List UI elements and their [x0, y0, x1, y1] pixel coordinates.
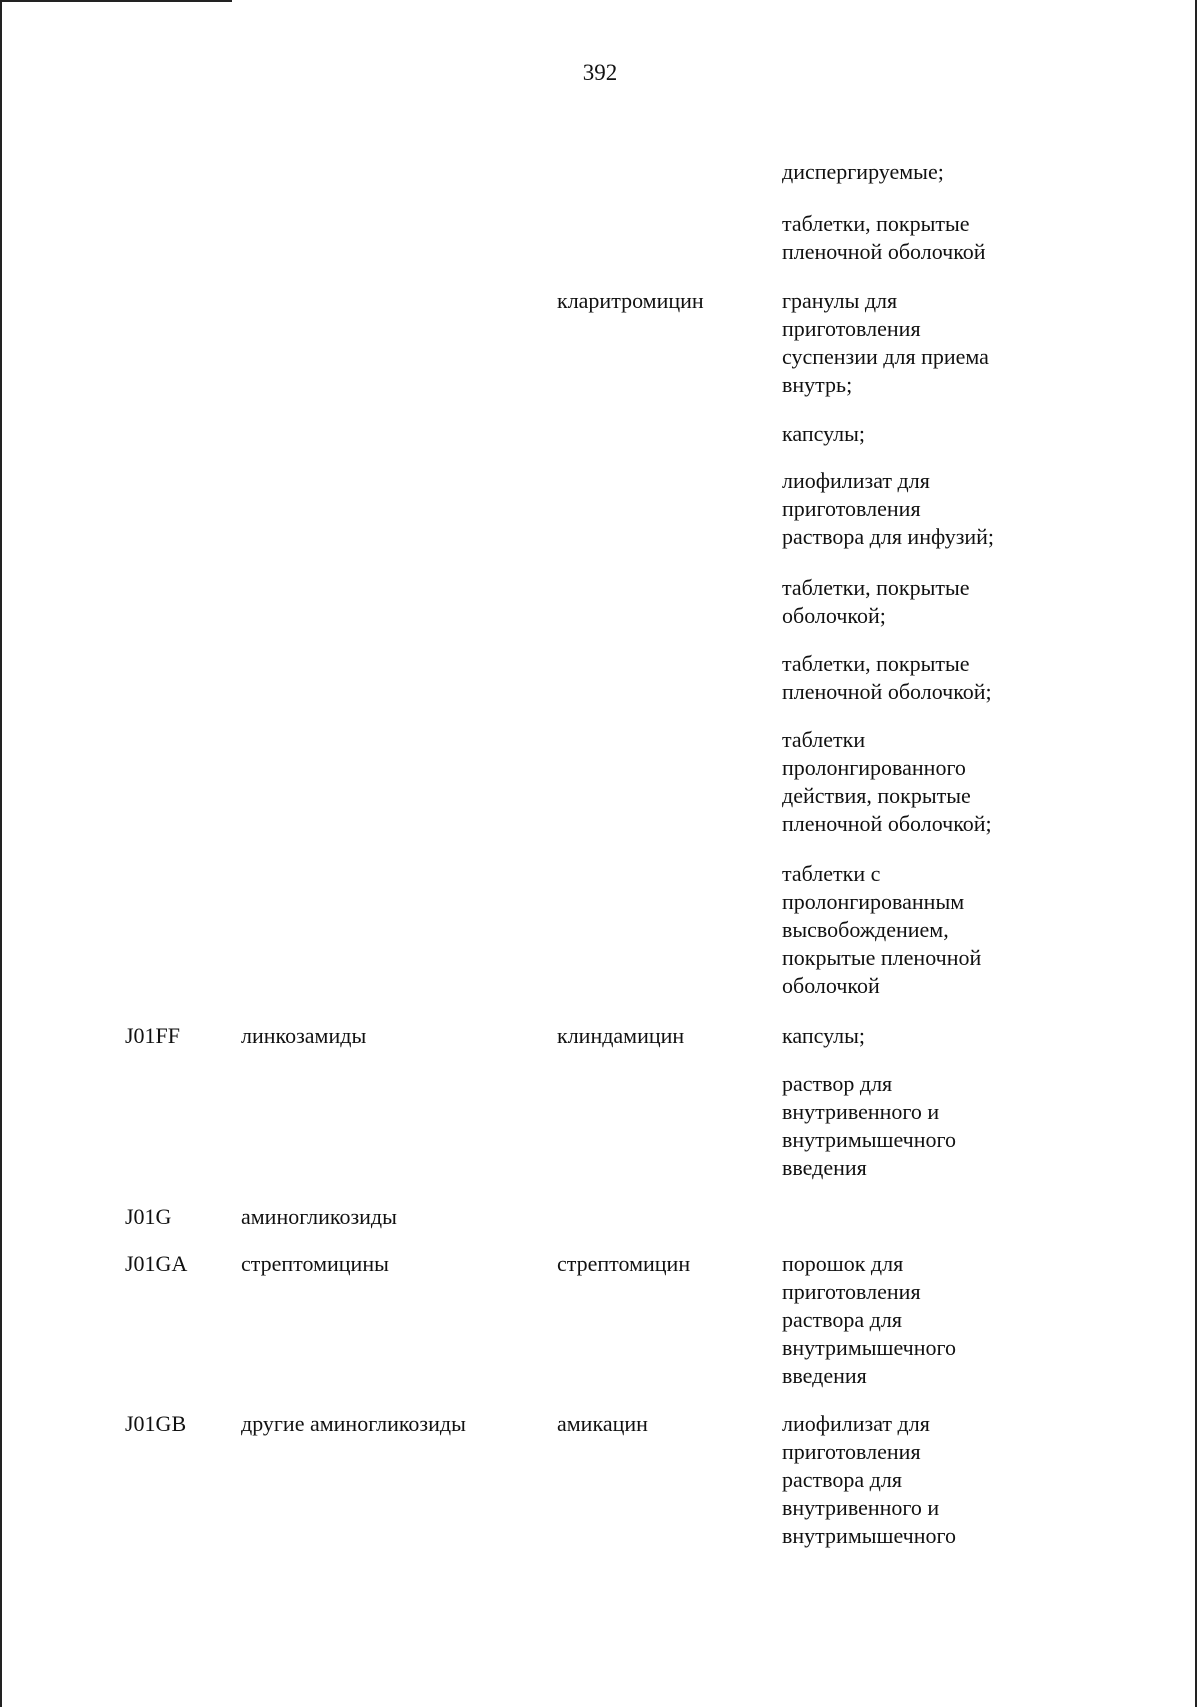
form-entry: [782, 726, 1052, 838]
form-line: внутривенного и: [782, 1495, 940, 1520]
form-entry: [782, 574, 1052, 630]
form-line: действия, покрытые: [782, 783, 971, 808]
form-line: таблетки, покрытые: [782, 211, 970, 236]
form-line: приготовления: [782, 316, 921, 341]
form-line: внутримышечного: [782, 1523, 956, 1548]
form-entry: [782, 210, 1052, 266]
form-line: диспергируемые;: [782, 159, 944, 184]
form-line: покрытые пленочной: [782, 945, 982, 970]
atc-code: J01GB: [125, 1411, 187, 1436]
form-line: пролонгированным: [782, 889, 965, 914]
form-line: внутрь;: [782, 372, 853, 397]
form-entry: [782, 860, 1052, 1000]
atc-code: J01G: [125, 1204, 172, 1229]
page-number: 392: [582, 60, 618, 85]
form-line: раствора для инфузий;: [782, 524, 995, 549]
form-line: гранулы для: [782, 288, 898, 313]
form-line: таблетки, покрытые: [782, 651, 970, 676]
form-line: раствора для: [782, 1307, 902, 1332]
group-name: другие аминогликозиды: [241, 1411, 466, 1436]
drug-name: клиндамицин: [557, 1023, 685, 1048]
page-border-top: [0, 0, 232, 2]
form-line: внутримышечного: [782, 1127, 956, 1152]
form-line: лиофилизат для: [782, 1411, 930, 1436]
form-line: внутривенного и: [782, 1099, 940, 1124]
form-entry: [782, 1070, 1052, 1182]
form-line: высвобождением,: [782, 917, 949, 942]
drug-name: амикацин: [557, 1411, 648, 1436]
form-line: капсулы;: [782, 1023, 865, 1048]
form-line: внутримышечного: [782, 1335, 956, 1360]
form-line: таблетки с: [782, 861, 881, 886]
form-entry: [782, 1022, 1052, 1050]
form-line: введения: [782, 1363, 867, 1388]
form-line: введения: [782, 1155, 867, 1180]
form-line: пролонгированного: [782, 755, 966, 780]
drug-name: кларитромицин: [557, 288, 704, 313]
drug-name: стрептомицин: [557, 1251, 691, 1276]
form-entry: [782, 420, 1052, 448]
form-line: раствора для: [782, 1467, 902, 1492]
group-name: линкозамиды: [241, 1023, 367, 1048]
form-line: оболочкой;: [782, 603, 886, 628]
form-line: лиофилизат для: [782, 468, 930, 493]
form-line: приготовления: [782, 1279, 921, 1304]
form-line: приготовления: [782, 1439, 921, 1464]
page-border-left: [0, 0, 2, 1707]
form-line: раствор для: [782, 1071, 893, 1096]
form-line: капсулы;: [782, 421, 865, 446]
form-entry: [782, 287, 1052, 399]
atc-code: J01FF: [125, 1023, 181, 1048]
group-name: аминогликозиды: [241, 1204, 397, 1229]
atc-code: J01GA: [125, 1251, 188, 1276]
form-line: порошок для: [782, 1251, 904, 1276]
form-line: пленочной оболочкой: [782, 239, 986, 264]
group-name: стрептомицины: [241, 1251, 389, 1276]
form-entry: [782, 650, 1052, 706]
form-line: приготовления: [782, 496, 921, 521]
form-line: пленочной оболочкой;: [782, 679, 992, 704]
page-border-right: [1195, 0, 1197, 1707]
form-line: таблетки: [782, 727, 866, 752]
form-entry: [782, 467, 1052, 551]
form-line: суспензии для приема: [782, 344, 989, 369]
form-line: оболочкой: [782, 973, 880, 998]
form-entry: [782, 1250, 1052, 1390]
form-entry: [782, 1410, 1052, 1550]
form-line: пленочной оболочкой;: [782, 811, 992, 836]
form-entry: [782, 158, 1052, 186]
form-line: таблетки, покрытые: [782, 575, 970, 600]
